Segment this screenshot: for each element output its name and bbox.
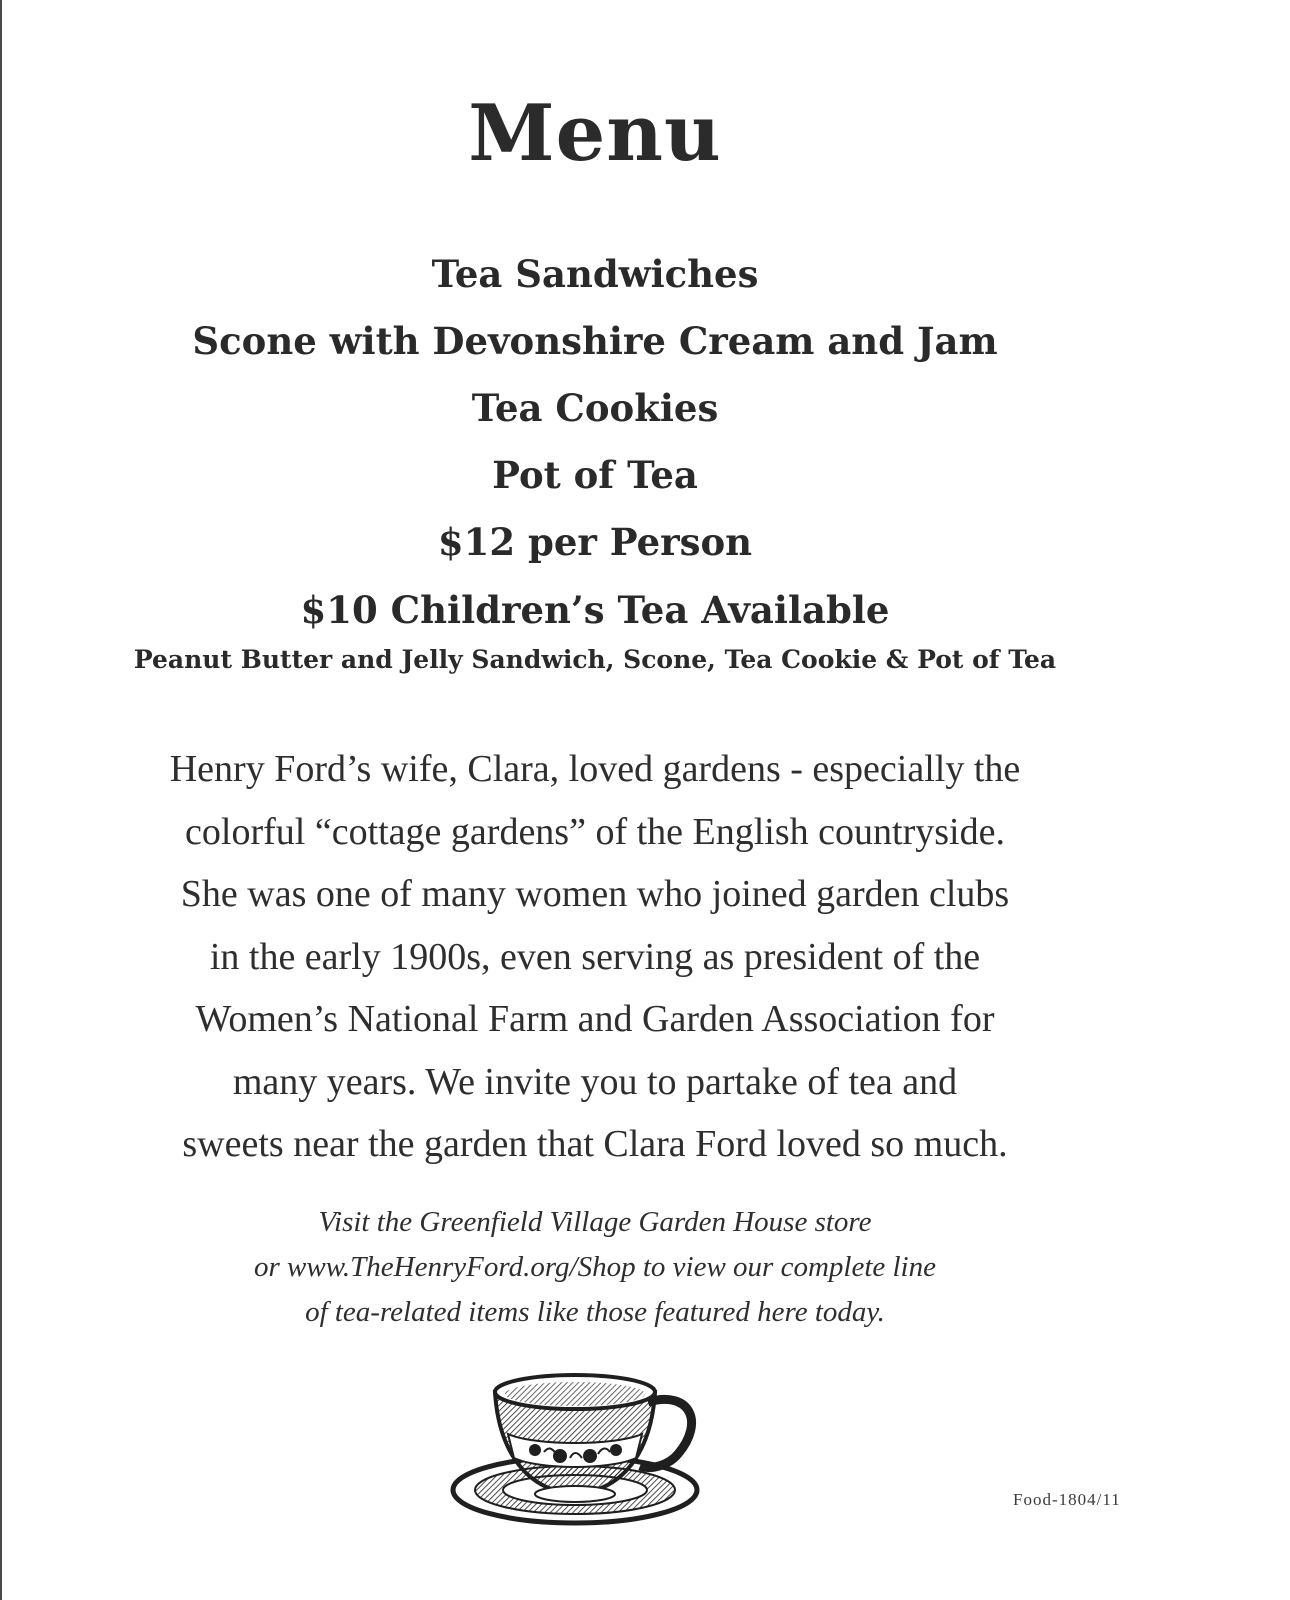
- shop-note-line: of tea-related items like those featured here today.: [305, 1296, 885, 1328]
- story-line: in the early 1900s, even serving as president of the: [209, 935, 981, 978]
- story-line: Henry Ford’s wife, Clara, loved gardens - especially the: [169, 748, 1021, 790]
- shop-note: [100, 1200, 1090, 1335]
- menu-item: Pot of Tea: [492, 453, 698, 497]
- menu-price: $12 per Person: [437, 520, 753, 564]
- story-line: Women’s National Farm and Garden Association for: [195, 998, 995, 1040]
- story-paragraph: [100, 738, 1090, 1176]
- shop-note-line: Visit the Greenfield Village Garden House store: [318, 1206, 872, 1238]
- menu-item: Tea Sandwiches: [431, 252, 759, 296]
- story-line: She was one of many women who joined garden clubs: [180, 873, 1010, 915]
- story-line: many years. We invite you to partake of tea and: [232, 1060, 958, 1103]
- childrens-tea-items: Peanut Butter and Jelly Sandwich, Scone, Tea Cookie & Pot of Tea: [133, 645, 1057, 674]
- form-code: Food-1804/11: [1013, 1490, 1121, 1509]
- story-line: sweets near the garden that Clara Ford loved so much.: [182, 1123, 1008, 1165]
- menu-items-list: [0, 241, 1190, 576]
- story-line: colorful “cottage gardens” of the English countryside.: [185, 810, 1005, 853]
- shop-note-line: or www.TheHenryFord.org/Shop to view our complete line: [254, 1251, 936, 1283]
- menu-item: Tea Cookies: [471, 386, 719, 430]
- childrens-tea-heading: $10 Children’s Tea Available: [300, 588, 890, 632]
- page-title: Menu: [468, 88, 722, 179]
- scan-edge: [0, 0, 2, 1600]
- teacup-icon: [440, 1362, 710, 1532]
- menu-item: Scone with Devonshire Cream and Jam: [192, 319, 998, 363]
